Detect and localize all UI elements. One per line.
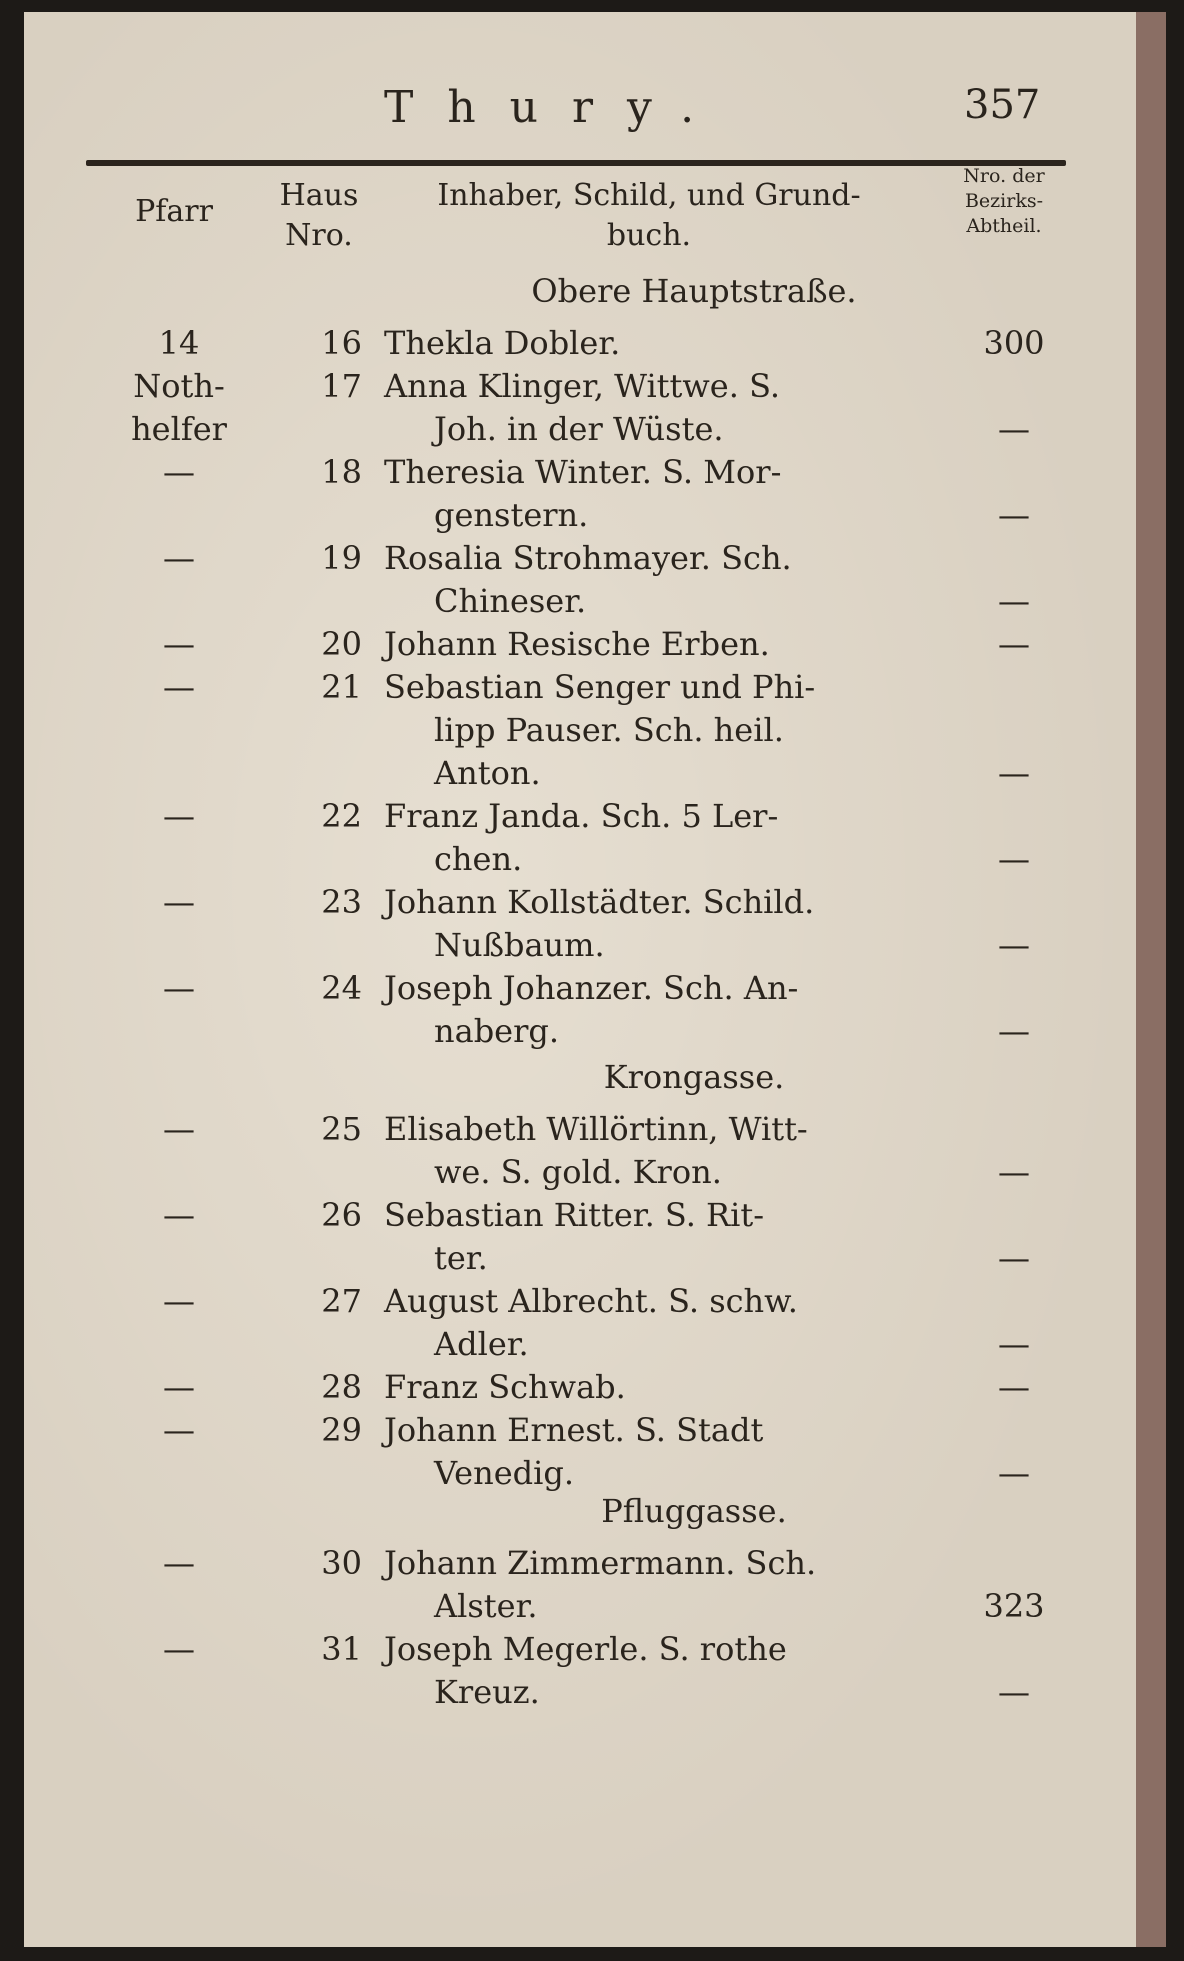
owner-sign-cell: Johann Kollstädter. Schild. [384,883,815,921]
pfarr-cell: — [163,1544,195,1582]
street-heading: Obere Hauptstraße. [531,272,857,310]
pfarr-cell: — [163,1630,195,1668]
haus-number-cell: 31 [321,1630,362,1668]
column-header-inhaber [389,176,909,256]
district-number-cell: — [998,1239,1030,1277]
table-row [24,322,1136,364]
street-heading: Krongasse. [603,1058,785,1096]
district-number-cell: — [998,926,1030,964]
haus-number-cell: 27 [321,1282,362,1320]
pfarr-cell: — [163,1110,195,1148]
table-row [24,1585,1136,1627]
table-row [24,1010,1136,1052]
column-header-bezirk-line1: Nro. der [963,165,1045,187]
district-number-cell: — [998,582,1030,620]
table-row [24,537,1136,579]
column-header-inhaber-line2: buch. [606,218,692,253]
running-head [24,82,1136,142]
table-row [24,666,1136,708]
column-header-haus-line2: Nro. [285,218,353,253]
pfarr-cell: — [163,883,195,921]
owner-sign-cell: Anton. [434,754,541,792]
running-title: Thury. [384,82,729,133]
table-row [24,451,1136,493]
owner-sign-cell: Nußbaum. [434,926,605,964]
pfarr-cell: — [163,969,195,1007]
haus-number-cell: 17 [321,367,362,405]
owner-sign-cell: Anna Klinger, Wittwe. S. [384,367,781,405]
owner-sign-cell: chen. [434,840,523,878]
pfarr-cell: — [163,453,195,491]
owner-sign-cell: Sebastian Ritter. S. Rit- [384,1196,765,1234]
district-number-cell: 323 [983,1587,1045,1625]
district-number-cell: 300 [983,324,1045,362]
owner-sign-cell: August Albrecht. S. schw. [384,1282,798,1320]
pfarr-cell: — [163,1282,195,1320]
table-row [24,1452,1136,1494]
district-number-cell: — [998,496,1030,534]
owner-sign-cell: Johann Resische Erben. [384,625,770,663]
table-row [24,1409,1136,1451]
haus-number-cell: 21 [321,668,362,706]
table-row [24,1323,1136,1365]
table-row [24,1237,1136,1279]
owner-sign-cell: Franz Schwab. [384,1368,626,1406]
pfarr-cell: — [163,668,195,706]
owner-sign-cell: Alster. [434,1587,538,1625]
pfarr-cell: — [163,1196,195,1234]
pfarr-cell: — [163,539,195,577]
district-number-cell: — [998,1454,1030,1492]
owner-sign-cell: genstern. [434,496,589,534]
owner-sign-cell: we. S. gold. Kron. [434,1153,722,1191]
haus-number-cell: 22 [321,797,362,835]
table-row [24,709,1136,751]
haus-number-cell: 20 [321,625,362,663]
column-header-bezirk-line2: Bezirks- [964,190,1044,212]
table-row [24,1542,1136,1584]
haus-number-cell: 19 [321,539,362,577]
table-row [24,1628,1136,1670]
owner-sign-cell: Adler. [434,1325,529,1363]
haus-number-cell: 16 [321,324,362,362]
page-number: 357 [964,82,1041,128]
district-number-cell: — [998,1368,1030,1406]
owner-sign-cell: Chineser. [434,582,587,620]
header-rule [86,160,1066,166]
owner-sign-cell: Johann Ernest. S. Stadt [384,1411,764,1449]
column-header-pfarr: Pfarr [135,194,213,229]
table-row [24,580,1136,622]
table-row [24,795,1136,837]
owner-sign-cell: naberg. [434,1012,560,1050]
district-number-cell: — [998,625,1030,663]
owner-sign-cell: Kreuz. [434,1673,540,1711]
district-number-cell: — [998,754,1030,792]
table-row [24,967,1136,1009]
owner-sign-cell: lipp Pauser. Sch. heil. [434,711,784,749]
owner-sign-cell: Theresia Winter. S. Mor- [384,453,782,491]
pfarr-cell: — [163,797,195,835]
table-row [24,1151,1136,1193]
district-number-cell: — [998,1325,1030,1363]
table-row [24,752,1136,794]
column-header-haus [264,176,374,256]
owner-sign-cell: Joseph Megerle. S. rothe [384,1630,787,1668]
haus-number-cell: 30 [321,1544,362,1582]
district-number-cell: — [998,1153,1030,1191]
pfarr-cell: 14 [158,324,200,362]
district-number-cell: — [998,410,1030,448]
pfarr-cell: — [163,625,195,663]
table-row [24,881,1136,923]
table-row [24,924,1136,966]
owner-sign-cell: Johann Zimmermann. Sch. [384,1544,817,1582]
owner-sign-cell: Elisabeth Willörtinn, Witt- [384,1110,808,1148]
table-row [24,1366,1136,1408]
owner-sign-cell: Joseph Johanzer. Sch. An- [384,969,799,1007]
pfarr-cell: — [163,1411,195,1449]
page-edge [1136,12,1166,1947]
haus-number-cell: 26 [321,1196,362,1234]
haus-number-cell: 23 [321,883,362,921]
district-number-cell: — [998,1012,1030,1050]
owner-sign-cell: Joh. in der Wüste. [434,410,724,448]
column-header-inhaber-line1: Inhaber, Schild, und Grund- [437,178,861,213]
district-number-cell: — [998,840,1030,878]
street-heading: Pfluggasse. [601,1492,787,1530]
column-header-haus-line1: Haus [279,178,359,213]
table-row [24,1108,1136,1150]
owner-sign-cell: Rosalia Strohmayer. Sch. [384,539,792,577]
table-row [24,365,1136,407]
haus-number-cell: 28 [321,1368,362,1406]
table-row [24,1194,1136,1236]
owner-sign-cell: Franz Janda. Sch. 5 Ler- [384,797,779,835]
haus-number-cell: 18 [321,453,362,491]
owner-sign-cell: Thekla Dobler. [384,324,621,362]
owner-sign-cell: Venedig. [434,1454,575,1492]
district-number-cell: — [998,1673,1030,1711]
book-page [24,12,1136,1947]
pfarr-cell: helfer [131,410,227,448]
owner-sign-cell: Sebastian Senger und Phi- [384,668,816,706]
pfarr-cell: — [163,1368,195,1406]
table-row [24,1280,1136,1322]
table-row [24,623,1136,665]
column-header-bezirk [929,164,1079,239]
table-row [24,838,1136,880]
haus-number-cell: 25 [321,1110,362,1148]
column-header-bezirk-line3: Abtheil. [966,215,1042,237]
table-row [24,1671,1136,1713]
table-row [24,408,1136,450]
table-row [24,494,1136,536]
haus-number-cell: 29 [321,1411,362,1449]
pfarr-cell: Noth- [133,367,225,405]
owner-sign-cell: ter. [434,1239,488,1277]
haus-number-cell: 24 [321,969,362,1007]
